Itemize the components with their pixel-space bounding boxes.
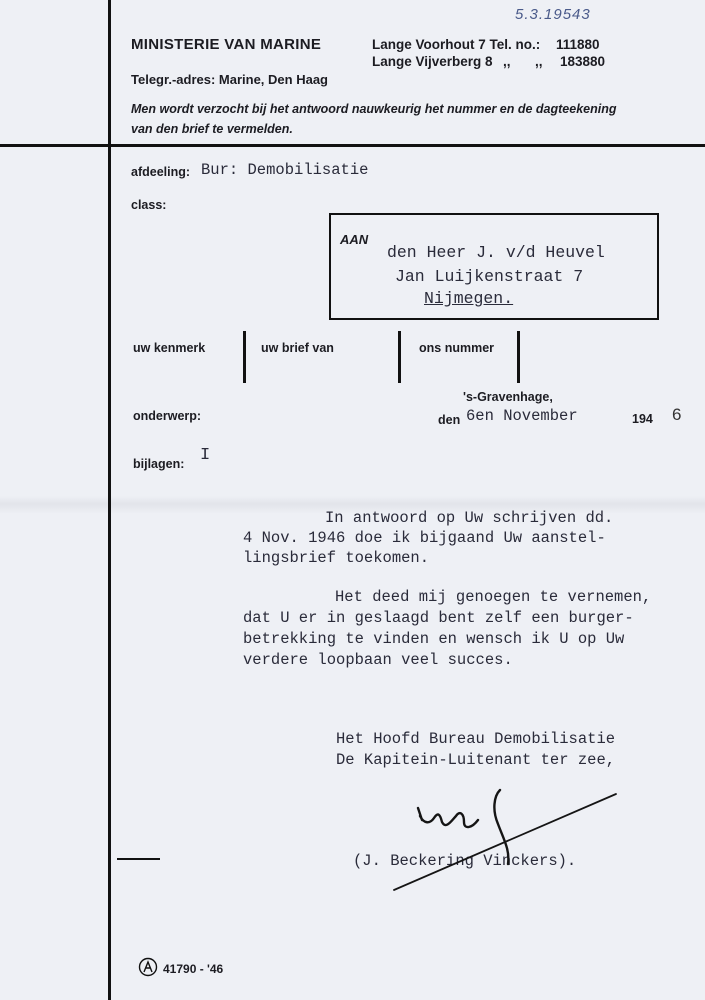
body-line-7: verdere loopbaan veel succes. <box>243 651 513 669</box>
body-line-1: In antwoord op Uw schrijven dd. <box>325 509 614 527</box>
telephone-1: 111880 <box>556 37 600 52</box>
margin-rule <box>108 0 111 1000</box>
ministry-title: MINISTERIE VAN MARINE <box>131 36 322 53</box>
telegram-address: Telegr.-adres: Marine, Den Haag <box>131 72 328 87</box>
printer-logo-icon <box>138 957 158 977</box>
divider-2 <box>398 331 401 383</box>
closing-line-1: Het Hoofd Bureau Demobilisatie <box>336 730 616 748</box>
date-value: 6en November <box>466 407 578 425</box>
header-rule <box>0 144 705 147</box>
divider-3 <box>517 331 520 383</box>
handwritten-signature <box>360 780 630 900</box>
ons-nummer-label: ons nummer <box>419 341 495 355</box>
form-code: 41790 - '46 <box>163 962 224 976</box>
signatory-name: (J. Beckering Vinckers). <box>353 852 577 870</box>
year-printed: 194 <box>632 412 653 426</box>
notice-line-2: van den brief te vermelden. <box>131 122 293 136</box>
uw-brief-van-label: uw brief van <box>261 341 334 355</box>
margin-fold-mark <box>117 858 160 860</box>
bijlagen-value: I <box>200 446 211 465</box>
recipient-street: Jan Luijkenstraat 7 <box>395 267 584 286</box>
archive-serial: 5.3.19543 <box>515 6 591 23</box>
body-line-3: lingsbrief toekomen. <box>243 549 430 567</box>
uw-kenmerk-label: uw kenmerk <box>133 341 206 355</box>
notice-line-1: Men wordt verzocht bij het antwoord nauwkeurig het nummer en de dagteekening <box>131 102 617 116</box>
reference-notice <box>131 99 616 139</box>
afdeeling-label: afdeeling: <box>131 165 191 179</box>
ditto-mark-2: ,, <box>535 54 543 69</box>
bijlagen-label: bijlagen: <box>133 457 185 471</box>
class-label: class: <box>131 198 167 212</box>
aan-label: AAN <box>340 232 369 247</box>
place: 's-Gravenhage, <box>463 390 553 404</box>
den-label: den <box>438 413 461 427</box>
telephone-2: 183880 <box>560 54 606 69</box>
onderwerp-label: onderwerp: <box>133 409 202 423</box>
recipient-name: den Heer J. v/d Heuvel <box>387 243 605 262</box>
address-line-2: Lange Vijverberg 8 <box>372 54 493 69</box>
year-handwritten: 6 <box>672 405 682 424</box>
body-line-6: betrekking te vinden en wensch ik U op Uw <box>243 630 625 648</box>
closing-line-2: De Kapitein-Luitenant ter zee, <box>336 751 616 769</box>
recipient-city: Nijmegen. <box>424 289 514 308</box>
ditto-mark-1: ,, <box>503 54 511 69</box>
body-line-5: dat U er in geslaagd bent zelf een burger- <box>243 609 634 627</box>
afdeeling-value: Bur: Demobilisatie <box>201 161 369 179</box>
divider-1 <box>243 331 246 383</box>
address-line-1: Lange Voorhout 7 Tel. no.: <box>372 37 541 52</box>
body-line-2: 4 Nov. 1946 doe ik bijgaand Uw aanstel- <box>243 529 606 547</box>
body-line-4: Het deed mij genoegen te vernemen, <box>335 588 652 606</box>
